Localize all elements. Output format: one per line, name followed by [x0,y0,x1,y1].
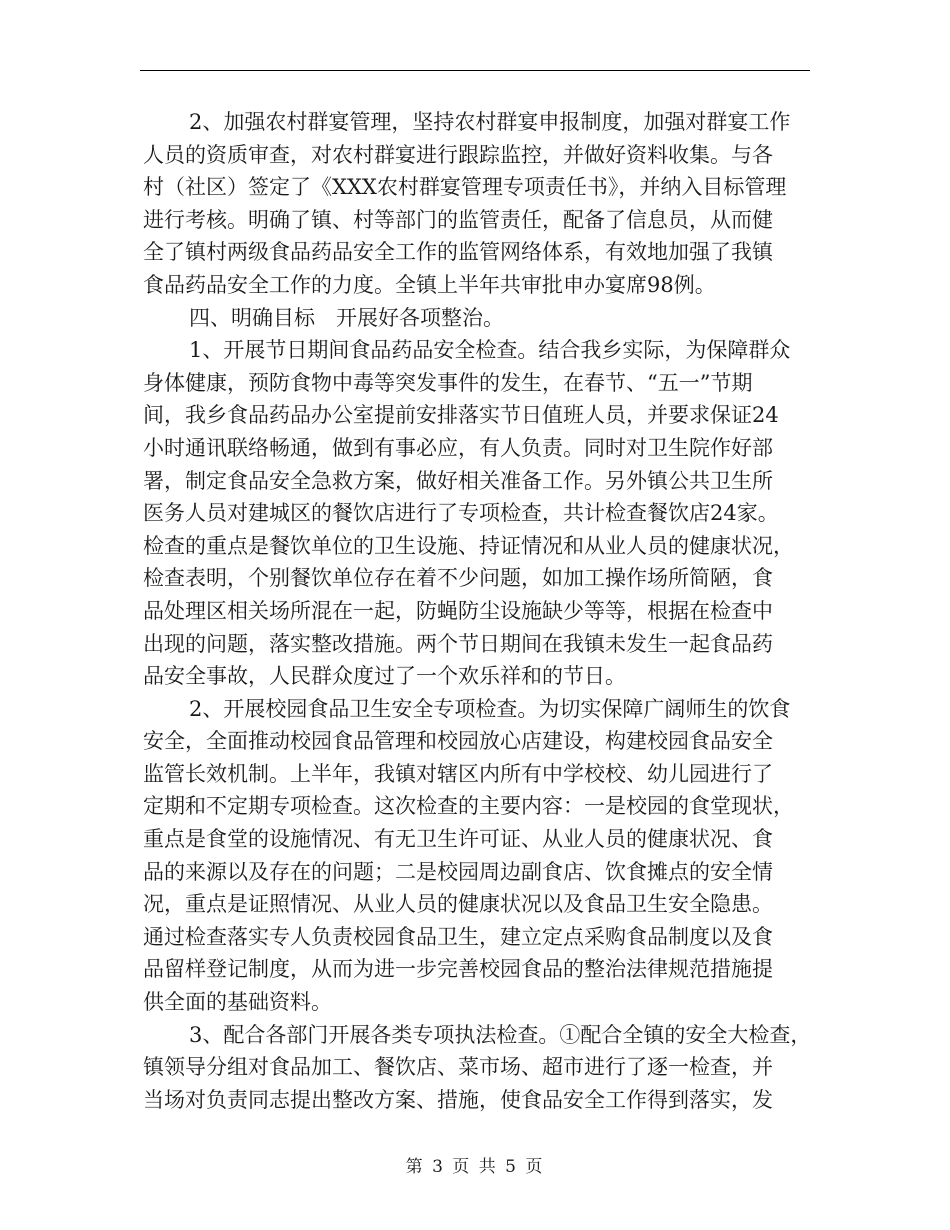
paragraph-school-line: 重点是食堂的设施情况、有无卫生许可证、从业人员的健康状况、食 [143,827,773,852]
paragraph-holiday-line: 品处理区相关场所混在一起，防蝇防尘设施缺少等等，根据在检查中 [143,598,773,623]
paragraph-2-line: 进行考核。明确了镇、村等部门的监管责任，配备了信息员，从而健 [143,207,773,232]
paragraph-school-line: 品的来源以及存在的问题；二是校园周边副食店、饮食摊点的安全情 [143,859,773,884]
section-heading: 四、明确目标 开展好各项整治。 [189,305,504,330]
paragraph-school-line: 供全面的基础资料。 [143,990,332,1015]
paragraph-enforcement-line: 镇领导分组对食品加工、餐饮店、菜市场、超市进行了逐一检查，并 [143,1055,773,1080]
paragraph-holiday-line: 署，制定食品安全急救方案，做好相关准备工作。另外镇公共卫生所 [143,468,773,493]
document-body [143,106,815,1116]
paragraph-school-line: 定期和不定期专项检查。这次检查的主要内容：一是校园的食堂现状， [143,794,794,819]
header-rule [140,70,810,71]
paragraph-school-line: 品留样登记制度，从而为进一步完善校园食品的整治法律规范措施提 [143,957,773,982]
paragraph-school-line: 监管长效机制。上半年，我镇对辖区内所有中学校校、幼儿园进行了 [143,761,773,786]
paragraph-school-line: 况，重点是证照情况、从业人员的健康状况以及食品卫生安全隐患。 [143,892,773,917]
paragraph-holiday-line: 小时通讯联络畅通，做到有事必应，有人负责。同时对卫生院作好部 [143,435,773,460]
paragraph-2-line: 2、加强农村群宴管理，坚持农村群宴申报制度，加强对群宴工作 [189,110,791,134]
paragraph-holiday-line: 间，我乡食品药品办公室提前安排落实节日值班人员，并要求保证24 [143,403,779,428]
paragraph-holiday-line: 医务人员对建城区的餐饮店进行了专项检查，共计检查餐饮店24家。 [143,501,779,526]
paragraph-holiday-line: 1、开展节日期间食品药品安全检查。结合我乡实际，为保障群众 [189,338,791,363]
paragraph-holiday-line: 检查的重点是餐饮单位的卫生设施、持证情况和从业人员的健康状况， [143,533,794,558]
paragraph-2-line: 食品药品安全工作的力度。全镇上半年共审批申办宴席98例。 [143,272,716,297]
paragraph-school-line: 安全，全面推动校园食品管理和校园放心店建设，构建校园食品安全 [143,729,773,754]
page-number-footer: 第 3 页 共 5 页 [405,1157,545,1177]
paragraph-holiday-line: 出现的问题，落实整改措施。两个节日期间在我镇未发生一起食品药 [143,631,773,656]
paragraph-holiday-line: 检查表明，个别餐饮单位存在着不少问题，如加工操作场所简陋，食 [143,566,773,591]
paragraph-enforcement-line: 当场对负责同志提出整改方案、措施，使食品安全工作得到落实，发 [143,1087,773,1112]
paragraph-school-line: 2、开展校园食品卫生安全专项检查。为切实保障广阔师生的饮食 [189,696,791,721]
paragraph-holiday-line: 品安全事故，人民群众度过了一个欢乐祥和的节日。 [143,664,626,689]
paragraph-holiday-line: 身体健康，预防食物中毒等突发事件的发生，在春节、“五一”节期 [143,370,753,395]
paragraph-enforcement-line: 3、配合各部门开展各类专项执法检查。①配合全镇的安全大检查， [189,1022,812,1047]
paragraph-2-line: 人员的资质审查，对农村群宴进行跟踪监控，并做好资料收集。与各 [143,142,773,167]
paragraph-2-line: 全了镇村两级食品药品安全工作的监管网络体系，有效地加强了我镇 [143,240,773,265]
paragraph-2-line: 村（社区）签定了《XXX农村群宴管理专项责任书》，并纳入目标管理 [143,175,787,200]
paragraph-school-line: 通过检查落实专人负责校园食品卫生，建立定点采购食品制度以及食 [143,924,773,949]
